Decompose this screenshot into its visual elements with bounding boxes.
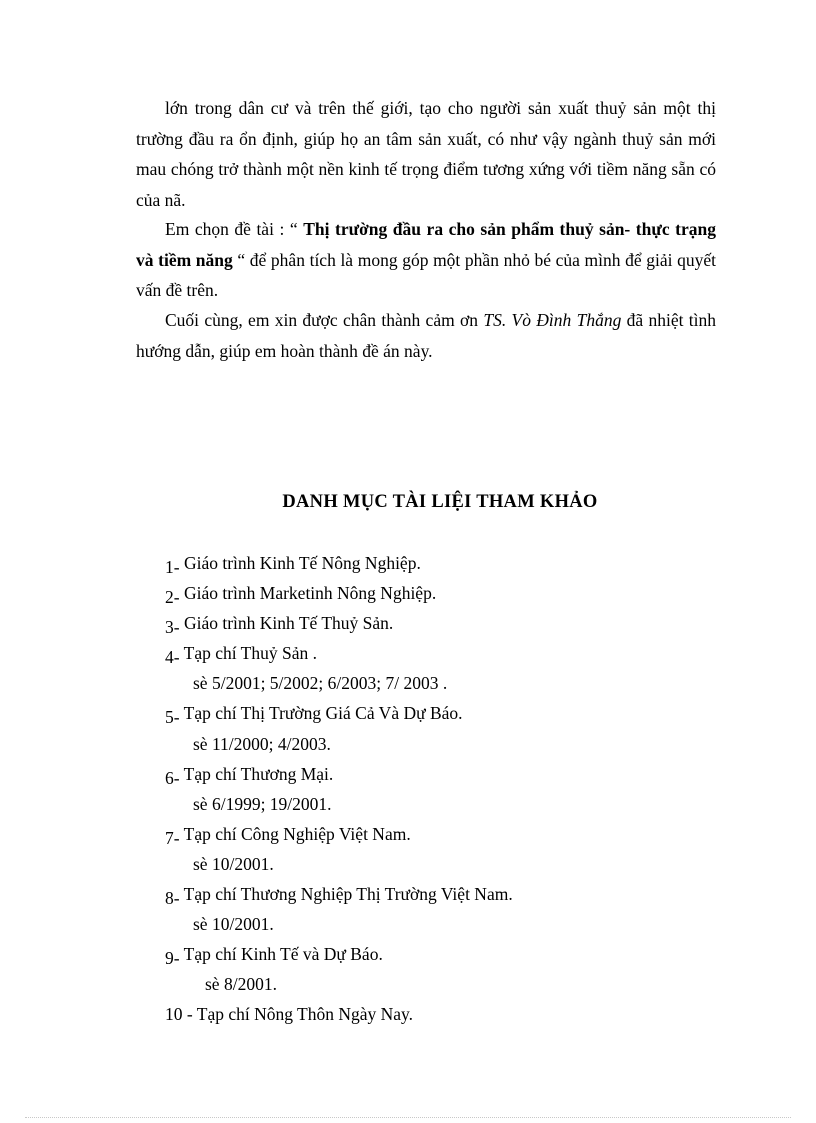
reference-item [165, 819, 725, 879]
reference-number: 6- [165, 767, 180, 788]
reference-item [165, 578, 725, 608]
reference-number: 2- [165, 587, 180, 608]
reference-number: 9- [165, 948, 180, 969]
reference-text: Tạp chí Kinh Tế và Dự Báo. [179, 944, 383, 965]
reference-issues: sè 6/1999; 19/2001. [193, 793, 332, 814]
reference-issues: sè 8/2001. [205, 974, 277, 995]
reference-item [165, 638, 725, 698]
acknowledgement-paragraph [136, 305, 716, 366]
reference-text: Tạp chí Nông Thôn Ngày Nay. [192, 1004, 414, 1025]
reference-number: 4- [165, 647, 180, 668]
ack-lead-text: Cuối cùng, em xin được chân thành cảm ơn [165, 310, 484, 330]
reference-list [165, 548, 725, 1030]
ack-trail-text: đã nhiệt tình hướng dẫn, giúp em hoàn thành đề án này. [136, 310, 717, 361]
reference-issues: sè 5/2001; 5/2002; 6/2003; 7/ 2003 . [193, 673, 448, 694]
topic-trail-text: “ để phân tích là mong góp một phần nhỏ bé của mình để giải quyết vấn đề trên. [136, 249, 716, 300]
reference-number: 1- [165, 557, 180, 577]
reference-text: Tạp chí Công Nghiệp Việt Nam. [179, 823, 411, 844]
reference-item [165, 879, 725, 939]
reference-number: 5- [165, 707, 180, 728]
intro-paragraph-2 [136, 214, 716, 306]
reference-issues: sè 10/2001. [193, 914, 274, 935]
reference-item [165, 999, 725, 1029]
reference-text: Giáo trình Marketinh Nông Nghiệp. [179, 583, 437, 604]
reference-text: Tạp chí Thương Nghiệp Thị Trường Việt Nam. [179, 884, 513, 905]
reference-number: 7- [165, 827, 180, 848]
reference-issues: sè 10/2001. [193, 853, 274, 874]
intro-paragraph-1: lớn trong dân cư và trên thế giới, tạo cho người sản xuất thuỷ sản một thị trường đầu ra ổn định, giúp họ an tâm sản xuất, có như vậy ngành thuỷ sản mới mau chóng trở thành một nền kinh tế trọng điểm tương xứng với tiềm năng sẵn có của nã. [136, 98, 716, 210]
reference-item [165, 759, 725, 819]
reference-text: Tạp chí Thương Mại. [179, 763, 334, 784]
reference-item [165, 698, 725, 758]
reference-item [165, 939, 725, 999]
reference-number: 10 - [165, 1004, 193, 1025]
page-bottom-divider [25, 1117, 791, 1118]
reference-text: Tạp chí Thị Trường Giá Cả Và Dự Báo. [179, 703, 463, 724]
topic-title: Thị trường đầu ra cho sản phẩm thuỷ sản- thực trạng và tiềm năng [136, 219, 716, 270]
reference-item [165, 548, 725, 578]
reference-item [165, 608, 725, 638]
topic-lead-text: Em chọn đề tài : “ [165, 219, 304, 239]
reference-text: Giáo trình Kinh Tế Nông Nghiệp. [179, 553, 421, 573]
references-heading: DANH MỤC TÀI LIỆI THAM KHẢO [282, 492, 598, 512]
reference-text: Tạp chí Thuỷ Sản . [179, 643, 317, 664]
reference-number: 8- [165, 888, 180, 909]
reference-text: Giáo trình Kinh Tế Thuỷ Sản. [179, 613, 394, 634]
reference-number: 3- [165, 617, 180, 638]
reference-issues: sè 11/2000; 4/2003. [193, 733, 331, 754]
advisor-name: TS. Vò Đình Thắng [483, 310, 622, 330]
